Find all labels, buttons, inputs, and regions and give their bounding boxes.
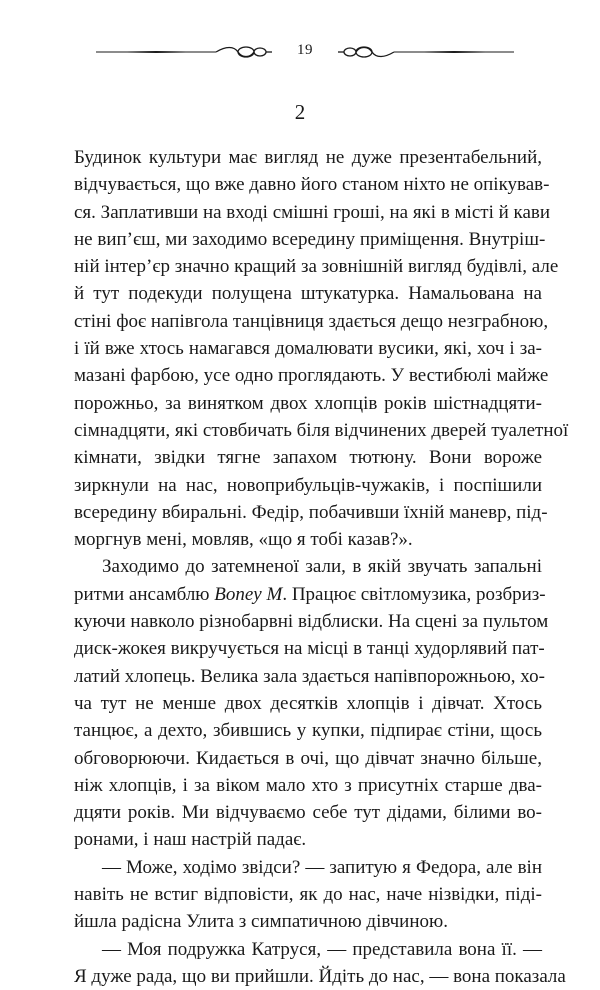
text-line: Заходимо до затемненої зали, в якій звучать запальні	[102, 556, 542, 578]
text-line: ся. Заплативши на вході смішні гроші, на які в місті й кави	[74, 201, 551, 223]
body-text	[74, 144, 569, 990]
chapter-number: 2	[294, 100, 306, 124]
text-line: ронами, і наш настрій падає.	[74, 829, 307, 851]
text-segment: . Працює світломузика, розбриз-	[282, 583, 546, 605]
text-line: диск-жокея викручується на місці в танці худорлявий пат-	[74, 638, 545, 660]
text-line: Я дуже рада, що ви прийшли. Йдіть до нас, — вона показала	[74, 965, 566, 987]
text-line: всередину вбиральні. Федір, побачивши їхній маневр, під-	[74, 501, 548, 523]
text-line: Будинок культури має вигляд не дуже презентабельний,	[74, 147, 542, 168]
page-number: 19	[297, 42, 313, 58]
text-line	[74, 581, 546, 608]
text-line: кімнати, звідки тягне запахом тютюну. Вони вороже	[74, 447, 542, 469]
text-line: відчувається, що вже давно його станом ніхто не опікував-	[74, 174, 550, 196]
text-line: дцяти років. Ми відчуваємо себе тут дідами, білими во-	[74, 802, 542, 824]
paragraph-1	[74, 144, 569, 553]
text-line: латий хлопець. Велика зала здається напівпорожньою, хо-	[74, 665, 545, 687]
text-line: стіні фоє напівгола танцівниця здається дещо незграбною,	[74, 310, 549, 332]
paragraph-4	[74, 936, 566, 990]
text-line: зиркнули на нас, новоприбульців-чужаків, і поспішили	[74, 474, 542, 496]
text-line: мазані фарбою, усе одно проглядають. У вестибюлі майже	[74, 365, 549, 387]
text-line: моргнув мені, мовляв, «що я тобі казав?».	[74, 529, 413, 551]
text-line: і їй вже хтось намагався домалювати вусики, які, хоч і за-	[74, 338, 542, 360]
page-header	[96, 38, 514, 66]
text-line: обговорюючи. Кидається в очі, що дівчат значно більше,	[74, 747, 542, 769]
text-line: й тут подекуди полущена штукатурка. Намальована на	[74, 283, 542, 305]
text-line: ній інтер’єр значно кращий за зовнішній вигляд будівлі, але	[74, 256, 559, 278]
band-name: Boney M	[214, 583, 283, 605]
text-line: — Може, ходімо звідси? — запитую я Федора, але він	[102, 856, 542, 878]
text-line: не вип’єш, ми заходимо всередину приміщення. Внутріш-	[74, 228, 546, 250]
text-line: навіть не встиг відповісти, як до нас, наче нізвідки, піді-	[74, 884, 542, 906]
text-line: сімнадцяти, які стовбичать біля відчинених дверей туалетної	[74, 419, 569, 441]
text-segment: ритми ансамблю	[74, 583, 215, 605]
text-line: — Моя подружка Катруся, — представила вона її. —	[102, 938, 542, 960]
text-line: куючи навколо різнобарвні відблиски. На сцені за пультом	[74, 611, 549, 633]
text-line: порожньо, за винятком двох хлопців років шістнадцяти-	[74, 392, 542, 414]
paragraph-2	[74, 553, 549, 853]
text-line: ніж хлопців, і за віком мало хто з присутніх старше два-	[74, 774, 542, 796]
paragraph-3	[74, 854, 542, 936]
text-line: ча тут не менше двох десятків хлопців і дівчат. Хтось	[74, 692, 542, 714]
text-line: йшла радісна Улита з симпатичною дівчиною.	[74, 911, 448, 933]
text-line: танцює, а дехто, збившись у купки, підпирає стіни, щось	[74, 720, 542, 742]
